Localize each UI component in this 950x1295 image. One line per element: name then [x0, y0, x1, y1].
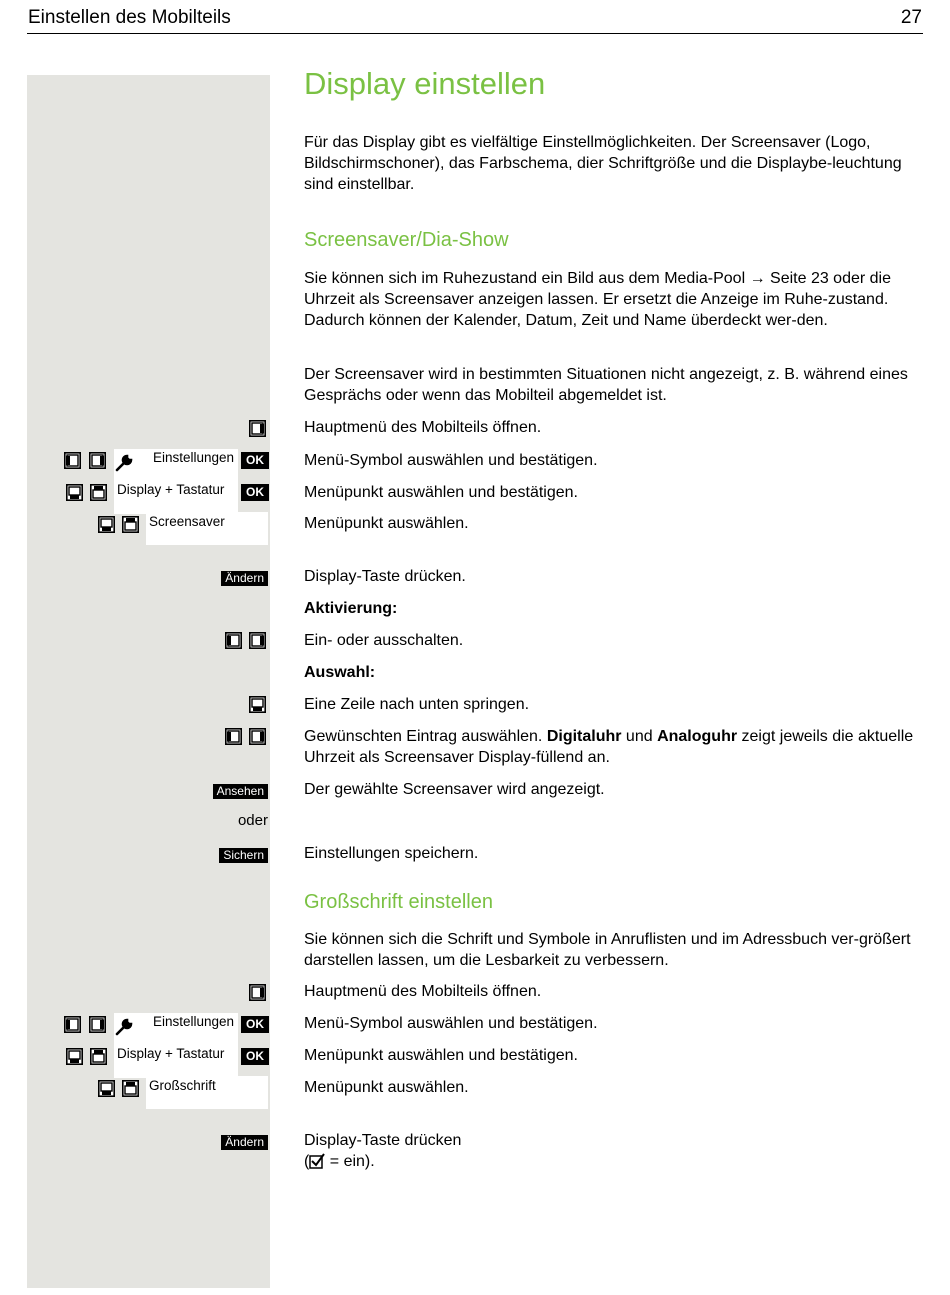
display-key-change[interactable]: Ändern — [221, 571, 268, 586]
section-heading-screensaver: Screensaver/Dia-Show — [304, 229, 509, 251]
step-choose-entry-text-b: zeigt jeweils die aktuelle Uhrzeit als Screensaver Display-füllend an. — [304, 728, 914, 766]
lf-menu-label-display: Display + Tastatur — [117, 1046, 225, 1061]
step-choose-entry — [304, 726, 924, 768]
option-analog-clock: Analoguhr — [657, 728, 738, 745]
header-rule — [27, 33, 923, 34]
menu-label-screensaver: Screensaver — [149, 514, 225, 529]
display-key-save[interactable]: Sichern — [219, 848, 268, 863]
section-title: Einstellen des Mobilteils — [28, 7, 231, 28]
control-key-right-icon — [89, 1016, 106, 1033]
largefont-paragraph: Sie können sich die Schrift und Symbole in Anruflisten und im Adressbuch ver-größert darstellen lassen, um die Lesbarkeit zu verbessern. — [304, 931, 911, 969]
intro-paragraph: Für das Display gibt es vielfältige Einstellmöglichkeiten. Der Screensaver (Logo, Bildschirmschoner), das Farbschema, dier Schriftgröße und die Displaybe-leuchtung sind einstellbar. — [304, 134, 902, 193]
menu-label-display: Display + Tastatur — [117, 482, 225, 497]
control-key-down-icon — [98, 516, 115, 533]
display-key-change[interactable]: Ändern — [221, 1135, 268, 1150]
step-select-item-confirm: Menüpunkt auswählen und bestätigen. — [304, 484, 578, 501]
page-heading: Display einstellen — [304, 66, 546, 101]
ok-key[interactable]: OK — [241, 452, 269, 469]
control-key-down-icon — [66, 1048, 83, 1065]
display-key-view[interactable]: Ansehen — [213, 784, 268, 799]
control-key-down-icon — [98, 1080, 115, 1097]
label-selection: Auswahl: — [304, 664, 376, 681]
control-key-right-icon — [249, 632, 266, 649]
control-key-up-icon — [122, 516, 139, 533]
menu-label-settings: Einstellungen — [153, 450, 235, 465]
checkbox-checked-icon — [309, 1153, 325, 1169]
step-save: Einstellungen speichern. — [304, 845, 479, 862]
step-on-off: Ein- oder ausschalten. — [304, 632, 464, 649]
ok-key[interactable]: OK — [241, 1048, 269, 1065]
lf-menu-label-settings: Einstellungen — [153, 1014, 235, 1029]
lf-step-press-display-key: Display-Taste drücken ( = ein). — [304, 1132, 462, 1170]
control-key-down-icon — [66, 484, 83, 501]
control-key-left-icon — [225, 632, 242, 649]
control-key-down-icon — [249, 696, 266, 713]
step-choose-entry-und: und — [621, 728, 658, 745]
label-activation: Aktivierung: — [304, 600, 398, 617]
step-select-item: Menüpunkt auswählen. — [304, 515, 469, 532]
lf-step-select-item-confirm: Menüpunkt auswählen und bestätigen. — [304, 1047, 578, 1064]
wrench-icon — [114, 1017, 134, 1037]
control-key-right-icon — [249, 984, 266, 1001]
lf-step-open-menu: Hauptmenü des Mobilteils öffnen. — [304, 983, 542, 1000]
control-key-left-icon — [64, 452, 81, 469]
lf-step-select-item: Menüpunkt auswählen. — [304, 1079, 469, 1096]
control-key-up-icon — [90, 484, 107, 501]
step-press-display-key: Display-Taste drücken. — [304, 568, 466, 585]
screensaver-paragraph-2: Der Screensaver wird in bestimmten Situationen nicht angezeigt, z. B. während eines Gesprächs oder wenn das Mobilteil abgemeldet ist. — [304, 366, 908, 404]
lf-step-select-symbol: Menü-Symbol auswählen und bestätigen. — [304, 1015, 598, 1032]
wrench-icon — [114, 453, 134, 473]
ok-key[interactable]: OK — [241, 1016, 269, 1033]
or-label: oder — [237, 812, 268, 829]
control-key-right-icon — [249, 728, 266, 745]
control-key-up-icon — [90, 1048, 107, 1065]
control-key-up-icon — [122, 1080, 139, 1097]
step-open-menu: Hauptmenü des Mobilteils öffnen. — [304, 419, 542, 436]
control-key-left-icon — [64, 1016, 81, 1033]
step-select-symbol: Menü-Symbol auswählen und bestätigen. — [304, 452, 598, 469]
control-key-right-icon — [89, 452, 106, 469]
lf-menu-label-largefont: Großschrift — [149, 1078, 216, 1093]
lf-on-note: = ein). — [325, 1153, 375, 1170]
ok-key[interactable]: OK — [241, 484, 269, 501]
control-key-right-icon — [249, 420, 266, 437]
page-number: 27 — [900, 7, 922, 28]
step-preview: Der gewählte Screensaver wird angezeigt. — [304, 781, 605, 798]
step-line-down: Eine Zeile nach unten springen. — [304, 696, 530, 713]
lf-step-press-display-key-text: Display-Taste drücken — [304, 1132, 462, 1149]
screensaver-paragraph-1: Sie können sich im Ruhezustand ein Bild aus dem Media-Pool → Seite 23 oder die Uhrzeit als Screensaver anzeigen lassen. Er ersetzt die Anzeige im Ruhe-zustand. Dadurch können der Kalender, Datum, Zeit und Name überdeckt wer-den. — [304, 270, 891, 329]
option-digital-clock: Digitaluhr — [546, 728, 622, 745]
section-heading-largefont: Großschrift einstellen — [304, 891, 493, 913]
control-key-left-icon — [225, 728, 242, 745]
step-choose-entry-text-a: Gewünschten Eintrag auswählen. — [304, 728, 547, 745]
